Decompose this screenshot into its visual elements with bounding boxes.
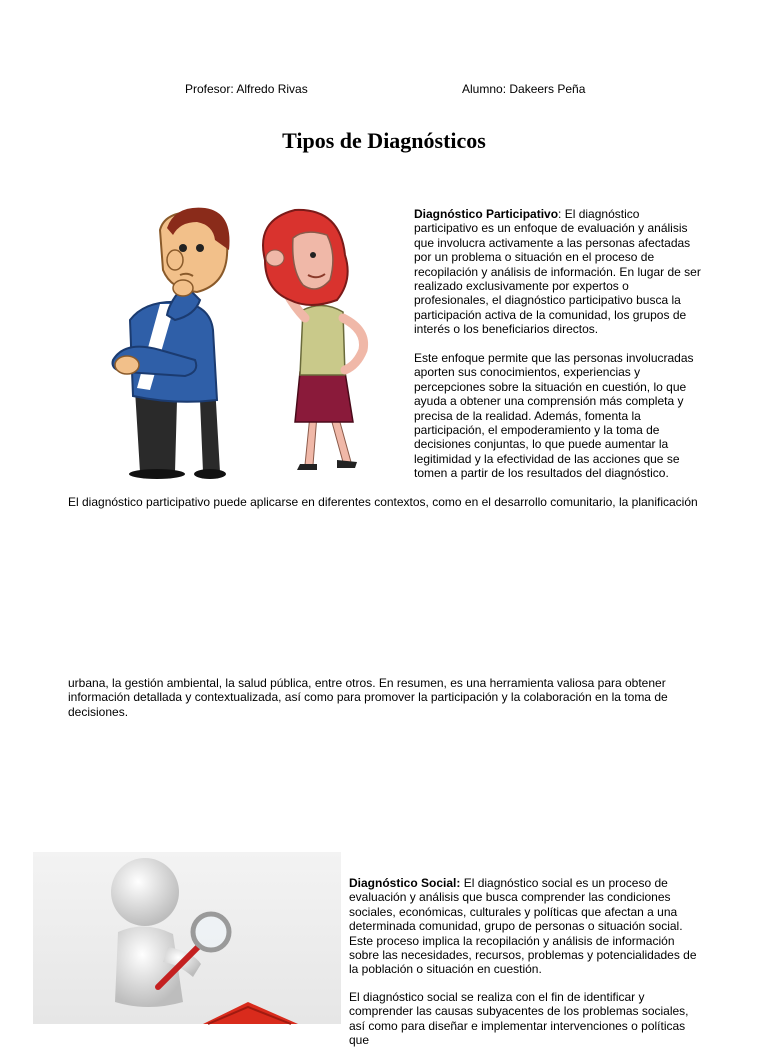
woman-figure [263,210,364,470]
page-title: Tipos de Diagnósticos [282,128,486,153]
magnifier-figure-house-illustration [33,852,341,1024]
participativo-heading: Diagnóstico Participativo [414,207,559,221]
social-paragraph-2: El diagnóstico social se realiza con el fin de identificar y comprender las causas subyacentes de los problemas sociales, así como para diseñar e implementar intervenciones o políticas que [349,990,689,1048]
participativo-paragraph-2: Este enfoque permite que las personas involucradas aporten sus conocimientos, experiencias y percepciones sobre la situación en cuestión, lo que ayuda a obtener una comprensión más completa y precisa de la realidad. Además, fomenta la participación, el empoderamiento y la toma de decisiones conjuntas, lo que puede aumentar la legitimidad y la efectividad de las acciones que se tomen a partir de los resultados del diagnóstico. [414,351,694,481]
header-alumno: Alumno: Dakeers Peña [462,82,586,96]
thinking-man-woman-illustration [105,200,375,480]
social-text-1: El diagnóstico social es un proceso de evaluación y análisis que busca comprender las condiciones sociales, económicas, culturales y políticas que afectan a una determinada comunidad, grupo de personas o situación social. Este proceso implica la recopilación y análisis de información sobre las necesidades, recursos, problemas y potencialidades de la población o situación en cuestión. [349,876,697,977]
man-figure [113,208,230,479]
social-paragraph-1 [349,876,704,977]
participativo-paragraph-3: El diagnóstico participativo puede aplicarse en diferentes contextos, como en el desarrollo comunitario, la planificación [68,495,698,509]
participativo-text-1: : El diagnóstico participativo es un enfoque de evaluación y análisis que involucra activamente a las personas afectadas por un problema o situación en el proceso de recopilación y análisis de información. En lugar de ser realizado exclusivamente por expertos o profesionales, el diagnóstico participativo busca la participación activa de la comunidad, los grupos de interés o los beneficiarios directos. [414,207,701,337]
participativo-paragraph-1 [414,207,704,337]
social-heading: Diagnóstico Social: [349,876,461,890]
house-icon [203,1002,298,1024]
participativo-paragraph-4: urbana, la gestión ambiental, la salud pública, entre otros. En resumen, es una herramienta valiosa para obtener información detallada y contextualizada, así como para promover la participación y la colaboración en la toma de decisiones. [68,676,668,719]
header-profesor: Profesor: Alfredo Rivas [185,82,308,96]
